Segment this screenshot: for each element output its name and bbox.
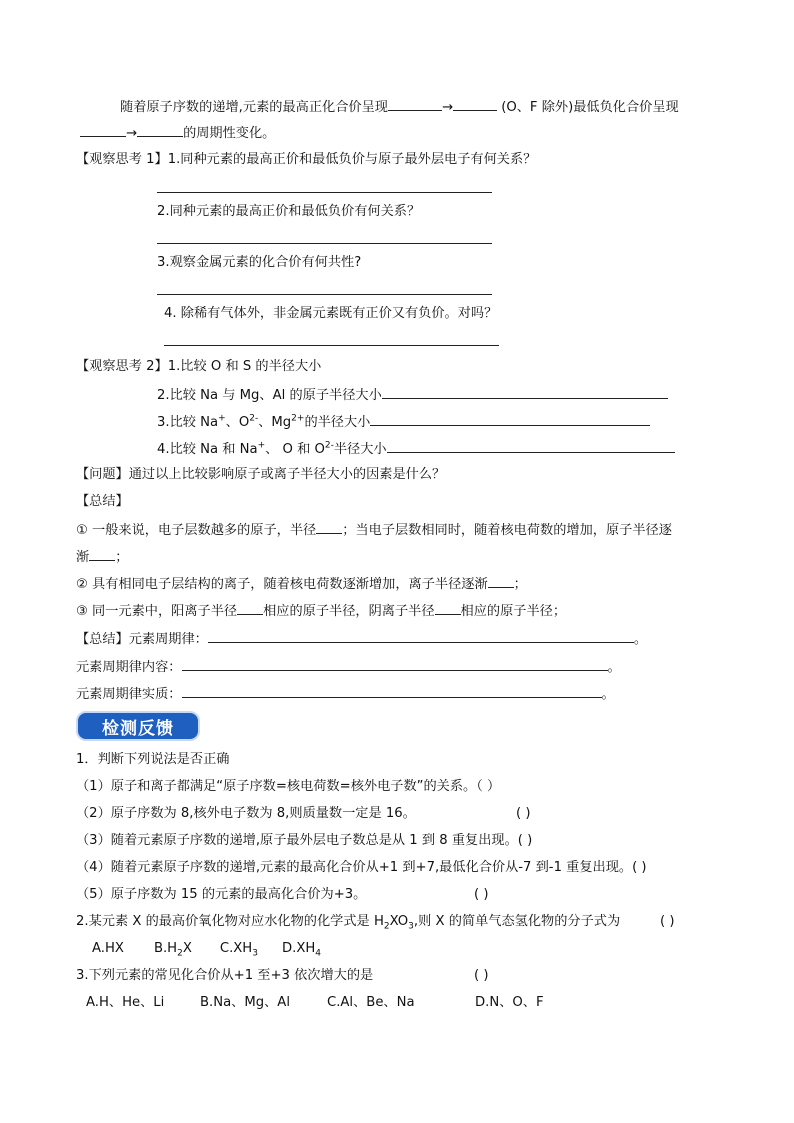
intro-text: (O、F 除外)最低负化合价呈现	[501, 100, 679, 115]
text: （2）原子序数为 8,核外电子数为 8,则质量数一定是 16。	[76, 806, 416, 821]
text: ③ 同一元素中，阳离子半径	[76, 604, 238, 619]
text: X	[182, 941, 192, 956]
exercise-1-item: （5）原子序数为 15 的元素的最高化合价为+3。	[76, 887, 367, 902]
question-text: 1.同种元素的最高正价和最低负价与原子最外层电子有何关系？	[167, 152, 537, 167]
law-content	[76, 656, 621, 678]
text: 4.比较 Na 和 Na	[157, 442, 258, 457]
text: 2.某元素 X 的最高价氧化物对应水化物的化学式是 H	[76, 914, 384, 929]
option-b[interactable]	[153, 941, 192, 959]
text: 、O	[225, 415, 250, 430]
subscript: 4	[315, 948, 322, 959]
subscript: 2	[383, 921, 390, 932]
answer-paren[interactable]: ( )	[516, 806, 531, 821]
text: D.XH	[281, 941, 316, 956]
summary-point-1	[76, 519, 672, 541]
blank[interactable]	[370, 411, 650, 426]
text: 、 O 和 O	[265, 442, 325, 457]
answer-line[interactable]	[157, 243, 492, 244]
exercise-1-title: 1．判断下列说法是否正确	[76, 752, 230, 767]
exercise-3-stem: 3.下列元素的常见化合价从+1 至+3 依次增大的是	[76, 968, 374, 983]
text: 元素周期律实质：	[76, 687, 182, 702]
answer-line[interactable]	[164, 345, 499, 346]
blank[interactable]	[435, 600, 461, 615]
summary-label: 【总结】	[76, 494, 129, 509]
text: 半径大小	[333, 442, 387, 457]
text: 。	[607, 660, 621, 675]
law-definition	[76, 628, 647, 650]
text: 。	[601, 687, 615, 702]
think1-q3: 3.观察金属元素的化合价有何共性?	[157, 255, 362, 270]
text: ；	[513, 577, 527, 592]
answer-line[interactable]	[157, 294, 492, 295]
intro-line-2	[80, 122, 275, 144]
exercise-2-stem	[76, 912, 620, 932]
summary-point-2	[76, 573, 527, 595]
text: ② 具有相同电子层结构的离子，随着核电荷数逐渐增加，离子半径逐渐	[76, 577, 488, 592]
summary-point-3	[76, 600, 566, 622]
question-text: 2.比较 Na 与 Mg、Al 的原子半径大小	[157, 388, 382, 403]
text: ；	[115, 550, 129, 565]
text: B.H	[153, 941, 178, 956]
exercise-3-option-d[interactable]: D.N、O、F	[475, 995, 544, 1010]
text: 渐	[76, 550, 90, 565]
superscript: +	[257, 440, 266, 451]
summary-point-1-cont	[76, 546, 128, 568]
text: ,则 X 的简单气态氢化物的分子式为	[413, 914, 621, 929]
think1-q2: 2.同种元素的最高正价和最低负价有何关系？	[157, 204, 421, 219]
text: C.XH	[219, 941, 253, 956]
answer-paren[interactable]: ( )	[474, 968, 489, 983]
blank[interactable]	[388, 96, 442, 111]
answer-line[interactable]	[157, 192, 492, 193]
blank[interactable]	[488, 573, 514, 588]
exercise-1-item: （1）原子和离子都满足“原子序数=核电荷数=核外电子数”的关系。（ ）	[76, 779, 501, 794]
text: 【总结】元素周期律：	[76, 632, 208, 647]
blank[interactable]	[387, 438, 675, 453]
text: ① 一般来说，电子层数越多的原子，半径	[76, 523, 317, 538]
blank[interactable]	[237, 600, 263, 615]
text: 的半径大小	[304, 415, 371, 430]
superscript: 2-	[324, 440, 334, 451]
text: ；当电子层数相同时，随着核电荷数的增加，原子半径逐	[342, 523, 672, 538]
section-label: 【观察思考 2】	[76, 359, 168, 374]
answer-paren[interactable]: ( )	[474, 887, 489, 902]
exercise-3-option-b[interactable]: B.Na、Mg、Al	[200, 995, 290, 1010]
think2-q4	[157, 438, 675, 460]
law-essence	[76, 683, 615, 705]
blank[interactable]	[182, 656, 608, 671]
text: 、Mg	[258, 415, 292, 430]
question-text: 1.比较 O 和 S 的半径大小	[167, 359, 322, 374]
text: 相应的原子半径，阴离子半径	[263, 604, 435, 619]
intro-line-1	[120, 96, 679, 118]
exercise-3-option-c[interactable]: C.Al、Be、Na	[327, 995, 415, 1010]
blank[interactable]	[182, 683, 602, 698]
blank[interactable]	[208, 628, 634, 643]
text: 3.比较 Na	[157, 415, 219, 430]
text: 元素周期律内容：	[76, 660, 182, 675]
blank[interactable]	[89, 546, 115, 561]
intro-text: 的周期性变化。	[183, 126, 276, 141]
blank[interactable]	[382, 384, 668, 399]
subscript: 3	[408, 921, 414, 932]
arrow: →	[126, 126, 138, 141]
option-c[interactable]	[219, 941, 258, 959]
exercise-1-item	[76, 804, 416, 824]
blank[interactable]	[453, 96, 497, 111]
blank[interactable]	[137, 122, 183, 137]
blank[interactable]	[80, 122, 126, 137]
section-label: 【观察思考 1】	[76, 152, 168, 167]
subscript: 2	[177, 948, 183, 959]
problem-question: 【问题】通过以上比较影响原子或离子半径大小的因素是什么？	[76, 467, 446, 482]
option-a[interactable]: A.HX	[92, 941, 124, 956]
option-d[interactable]	[281, 941, 322, 959]
exercise-3-option-a[interactable]: A.H、He、Li	[86, 995, 165, 1010]
exercise-1-item: （3）随着元素原子序数的递增,原子最外层电子数总是从 1 到 8 重复出现。( )	[76, 833, 533, 848]
text: 相应的原子半径；	[460, 604, 567, 619]
superscript: 2-	[249, 413, 259, 424]
text: 。	[633, 632, 648, 647]
arrow: →	[441, 100, 454, 115]
think2-q2	[157, 384, 668, 406]
section-badge	[76, 711, 200, 741]
superscript: +	[218, 413, 226, 424]
answer-paren[interactable]: ( )	[660, 914, 675, 929]
think1-q1	[76, 150, 536, 170]
think2-q1	[76, 357, 321, 377]
section-title: 检测反馈	[102, 718, 174, 739]
blank[interactable]	[316, 519, 342, 534]
think1-q4: 4. 除稀有气体外，非金属元素既有正价又有负价。对吗？	[164, 306, 498, 321]
exercise-1-item: （4）随着元素原子序数的递增,元素的最高化合价从+1 到+7,最低化合价从-7 到-1 重复出现。( )	[76, 860, 647, 875]
intro-text: 随着原子序数的递增,元素的最高正化合价呈现	[120, 100, 388, 115]
text: XO	[389, 914, 409, 929]
exercise-2-options	[92, 939, 321, 959]
superscript: 2+	[291, 413, 305, 424]
think2-q3	[157, 411, 650, 433]
subscript: 3	[252, 948, 258, 959]
